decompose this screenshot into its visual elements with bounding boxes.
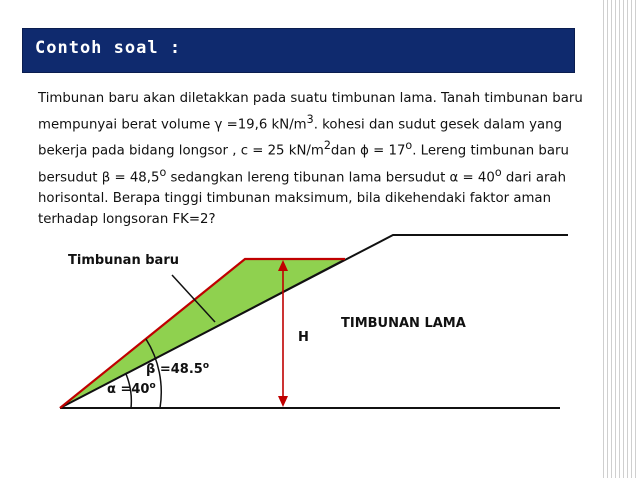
problem-line-4a: bersudut β = 48,5 (38, 170, 160, 186)
old-fill-label: TIMBUNAN LAMA (341, 316, 466, 331)
unit-exponent: 2 (323, 139, 331, 153)
beta-angle-label (146, 361, 209, 377)
problem-line-3b: dan ϕ = 17 (330, 143, 406, 159)
degree-sign: o (159, 165, 167, 179)
problem-line-4b: sedangkan lereng tibunan lama bersudut α = 40 (166, 170, 495, 186)
degree-sign: o (405, 139, 413, 153)
alpha-angle-label (107, 381, 156, 397)
problem-line-5: horisontal. Berapa tinggi timbunan maksimum, bila dikehendaki faktor aman (38, 191, 552, 207)
beta-degree-sign: o (202, 361, 209, 371)
problem-line-1: Timbunan baru akan diletakkan pada suatu timbunan lama. Tanah timbunan baru (38, 91, 583, 106)
problem-line-2b: . kohesi dan sudut gesek dalam yang (313, 117, 563, 133)
beta-value: β =48.5 (146, 362, 203, 377)
slide-title: Contoh soal : (35, 38, 182, 58)
new-fill-label: Timbunan baru (68, 253, 179, 268)
problem-line-6: terhadap longsoran FK=2? (38, 212, 216, 228)
alpha-value: α =40 (107, 382, 150, 397)
height-label: H (298, 330, 309, 345)
problem-line-3a: bekerja pada bidang longsor , c = 25 kN/m (38, 143, 324, 159)
problem-line-4c: dari arah (501, 170, 567, 186)
problem-line-3c: . Lereng timbunan baru (412, 143, 569, 159)
alpha-degree-sign: o (149, 381, 156, 391)
height-arrow-bottom (278, 396, 288, 407)
problem-line-2a: mempunyai berat volume γ =19,6 kN/m (38, 117, 307, 133)
unit-exponent: 3 (306, 113, 314, 126)
degree-sign: o (494, 165, 502, 179)
